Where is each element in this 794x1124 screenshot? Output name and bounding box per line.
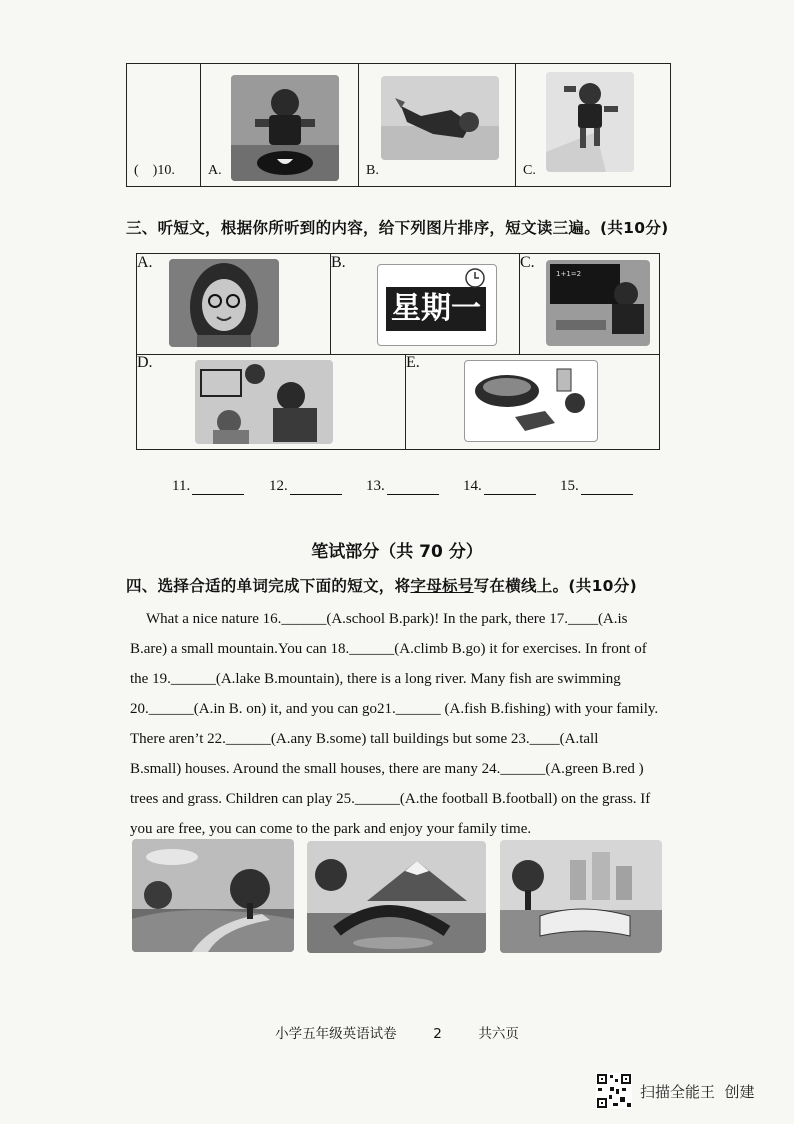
section-3-heading: 三、听短文，根据你所听到的内容，给下列图片排序，短文读三遍。(共10分) (126, 219, 669, 237)
section-4-heading: 四、选择合适的单词完成下面的短文，将字母标号写在横线上。(共10分) (126, 577, 637, 595)
basketball-players-icon (195, 360, 333, 444)
option-c-cell (515, 64, 669, 186)
passage-line: you are free, you can come to the park and enjoy your family time. (130, 821, 532, 837)
question-10-label: ( )10. (134, 163, 175, 178)
monday-sign-icon (377, 264, 497, 346)
footer-page-number: 2 (433, 1026, 442, 1042)
option-a-label: A. (137, 254, 153, 271)
written-section-title: 笔试部分（共 70 分） (311, 542, 483, 562)
teacher-at-blackboard-icon (546, 260, 650, 346)
option-d-label: D. (137, 354, 153, 371)
option-a-cell (200, 64, 358, 186)
answer-blank-11[interactable]: 11. (172, 478, 269, 495)
answer-blank-15[interactable]: 15. (560, 478, 657, 495)
answer-blank-13[interactable]: 13. (366, 478, 463, 495)
robot-jumping-icon (546, 72, 634, 172)
footer-title: 小学五年级英语试卷 (275, 1026, 397, 1042)
option-c-cell (519, 254, 658, 354)
cloze-passage (130, 604, 675, 844)
qr-code-icon (596, 1073, 632, 1109)
scanner-watermark (596, 1073, 755, 1109)
passage-line: 20.______(A.in B. on) it, and you can go21.______ (A.fish B.fishing) with your family. (130, 701, 659, 717)
answer-blanks (172, 478, 657, 495)
section-3-table (136, 253, 660, 450)
option-b-cell (358, 64, 515, 186)
option-e-cell (405, 354, 658, 449)
robot-dancing-icon (231, 75, 339, 181)
option-e-label: E. (406, 354, 420, 371)
city-park-icon (500, 840, 662, 953)
footer-total-pages: 共六页 (478, 1026, 519, 1042)
passage-line: There aren’t 22.______(A.any B.some) tall buildings but some 23.____(A.tall (130, 731, 599, 747)
option-b-label: B. (331, 254, 346, 271)
robot-lying-down-icon (381, 76, 499, 160)
option-c-label: C. (520, 254, 535, 271)
passage-line: What a nice nature 16.______(A.school B.park)! In the park, there 17.____(A.is (146, 611, 628, 627)
answer-blank-14[interactable]: 14. (463, 478, 560, 495)
question-10-table (126, 63, 671, 187)
landscape-path-icon (132, 839, 294, 952)
girl-with-glasses-icon (169, 259, 279, 347)
passage-line: the 19.______(A.lake B.mountain), there is a long river. Many fish are swimming (130, 671, 621, 687)
option-b-label: B. (366, 163, 379, 178)
section-3-row-2 (137, 354, 659, 449)
option-a-label: A. (208, 163, 222, 178)
mountain-bridge-icon (307, 841, 486, 953)
answer-blank-12[interactable]: 12. (269, 478, 366, 495)
passage-line: B.small) houses. Around the small houses, there are many 24.______(A.green B.red ) (130, 761, 644, 777)
option-a-cell (137, 254, 330, 354)
food-plate-icon (464, 360, 598, 442)
passage-line: B.are) a small mountain.You can 18.______(A.climb B.go) it for exercises. In front of (130, 641, 647, 657)
question-10-number-cell (127, 64, 200, 186)
scanner-text: 扫描全能王 创建 (640, 1082, 755, 1101)
page-footer (0, 1022, 794, 1042)
section-3-row-1 (137, 254, 659, 355)
section-4-heading-underlined: 字母标号 (410, 577, 474, 595)
option-b-cell (330, 254, 519, 354)
passage-line: trees and grass. Children can play 25.______(A.the football B.football) on the grass. If (130, 791, 651, 807)
monday-text: 星期一 (386, 287, 486, 331)
svg-text:1+1=2: 1+1=2 (556, 270, 582, 278)
option-d-cell (137, 354, 405, 449)
option-c-label: C. (523, 163, 536, 178)
